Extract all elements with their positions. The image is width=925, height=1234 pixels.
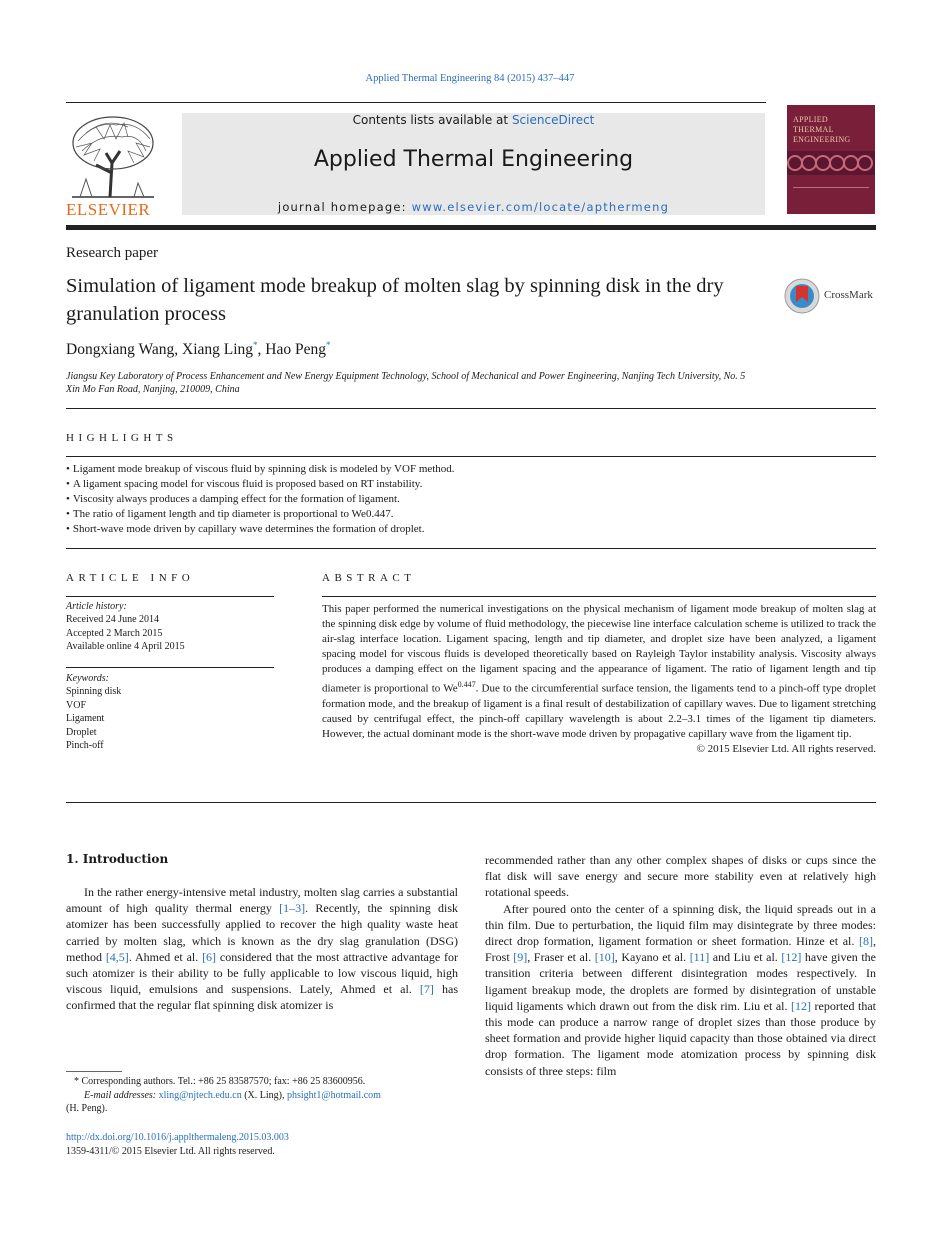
highlight-item: • Ligament mode breakup of viscous fluid by spinning disk is modeled by VOF method. <box>66 462 876 477</box>
citation-link[interactable]: [9] <box>513 950 528 965</box>
citation-link[interactable]: [1–3] <box>279 901 306 916</box>
cover-decorative-band <box>787 151 875 175</box>
keywords <box>66 672 274 752</box>
citation-link[interactable]: [12] <box>781 950 802 965</box>
rule <box>66 802 876 803</box>
cover-title-line: THERMAL <box>793 125 834 134</box>
crossmark-badge[interactable] <box>784 278 879 314</box>
abstract-exponent: 0.447 <box>457 680 476 689</box>
text-run: , Frost <box>485 934 876 965</box>
rule <box>322 596 876 597</box>
intro-paragraph <box>485 901 876 1079</box>
doi-link[interactable]: http://dx.doi.org/10.1016/j.applthermaleng.2015.03.003 <box>66 1132 289 1143</box>
citation-link[interactable]: [6] <box>202 949 217 964</box>
author-list <box>66 340 330 359</box>
text-run: . Recently, the spinning disk atomizer has been successfully applied to recover the high quality waste heat carried by molten slag, which is known as the dry slag granulation (DSG) method <box>66 901 459 964</box>
text-run: has confirmed that the regular flat spinning disk atomizer is <box>66 982 458 1013</box>
top-rule <box>66 102 766 103</box>
citation-link[interactable]: [10] <box>594 950 615 965</box>
history-received: Received 24 June 2014 <box>66 614 160 626</box>
introduction-heading: 1. Introduction <box>66 852 169 866</box>
rule <box>66 456 876 457</box>
citation-link[interactable]: [11] <box>689 950 710 965</box>
journal-cover-thumbnail[interactable] <box>787 105 875 214</box>
text-run: In the rather energy-intensive metal industry, molten slag carries a substantial amount of high quality thermal energy <box>66 885 458 916</box>
intro-paragraph <box>66 884 458 1014</box>
cover-title <box>793 115 851 145</box>
text-run: reported that this mode can produce a narrow range of droplet sizes than those produce by sheet formation and provide higher liquid capacity than those obtained via direct drop formation. The ligament mode atomization process by spinning disk consists of three steps: film <box>485 998 876 1078</box>
elsevier-wordmark: ELSEVIER <box>66 200 151 219</box>
corresponding-footnote <box>66 1075 458 1116</box>
email-owner: (H. Peng). <box>66 1103 108 1114</box>
keyword: VOF <box>66 699 87 711</box>
corresponding-author-mark[interactable]: * <box>325 340 331 350</box>
email-label: E-mail addresses: <box>84 1089 159 1101</box>
citation-link[interactable]: [7] <box>419 982 434 997</box>
author-name: , Hao Peng <box>257 341 326 359</box>
journal-title: Applied Thermal Engineering <box>313 147 634 172</box>
footnote-contact: * Corresponding authors. Tel.: +86 25 83587570; fax: +86 25 83600956. <box>74 1076 366 1087</box>
rule <box>66 667 274 668</box>
author-name: Dongxiang Wang, <box>66 341 182 359</box>
keyword: Ligament <box>66 713 105 725</box>
rule <box>66 408 876 409</box>
journal-reference[interactable]: Applied Thermal Engineering 84 (2015) 437–447 <box>365 73 575 84</box>
abstract-body: . Due to the circumferential surface tension, the ligaments tend to a pinch-off type droplet formation mode, and the breakup of ligament is a final result of destabilization of capillary waves. Due to ligament stretching caused by centrifugal effect, the pinch-off capillary wavelength is about 2.2–3.1 times of the ligament tip diameters. However, the actual dominant mode is the short-wave mode driven by propagative capillary wave from the ligament tip. <box>322 682 876 740</box>
article-type: Research paper <box>66 245 159 261</box>
history-label: Article history: <box>66 601 127 612</box>
abstract-body: This paper performed the numerical investigations on the physical mechanism of ligament mode breakup of molten slag at the spinning disk edge by volume of fluid methodology, the piecewise line interface calculation scheme is utilized to track the air-slag interface location. Ligament spacing, length and tip diameter, and droplet size have been analyzed, a ligament spacing model for viscous fluids is developed theoretically based on Rayleigh Taylor instability analysis. Viscosity always produces a damping effect on the ligament spacing and the appearance of ligament. The ratio of ligament length and tip diameter is proportional to We <box>322 603 877 695</box>
masthead-thick-rule <box>66 225 876 230</box>
abstract-heading: ABSTRACT <box>322 572 416 584</box>
email-link[interactable]: xling@njtech.edu.cn <box>158 1089 242 1101</box>
highlight-item: • The ratio of ligament length and tip diameter is proportional to We0.447. <box>66 507 876 522</box>
citation-link[interactable]: [4,5] <box>105 949 129 964</box>
journal-masthead <box>182 113 765 215</box>
abstract-copyright: © 2015 Elsevier Ltd. All rights reserved. <box>696 742 876 755</box>
intro-right-column <box>485 852 876 1079</box>
corresponding-author-mark[interactable]: * <box>253 340 258 350</box>
highlights-heading: HIGHLIGHTS <box>66 432 178 444</box>
keywords-label: Keywords: <box>66 673 109 684</box>
text-run: , Fraser et al. <box>527 950 595 965</box>
keyword: Spinning disk <box>66 686 122 698</box>
history-accepted: Accepted 2 March 2015 <box>66 627 163 639</box>
homepage-prefix: journal homepage: <box>277 200 412 214</box>
text-run: After poured onto the center of a spinning disk, the liquid spreads out in a thin film. Due to perturbation, the liquid film may disintegrate by three modes: direct drop formation, ligament formation or sheet formation. Hinze et al. <box>485 901 876 949</box>
email-link[interactable]: phsight1@hotmail.com <box>286 1089 381 1101</box>
text-run: . Ahmed et al. <box>128 949 203 964</box>
rule <box>66 548 876 549</box>
email-owner: (X. Ling), <box>241 1089 287 1101</box>
author-name: Xiang Ling <box>182 341 254 359</box>
affiliation: Jiangsu Key Laboratory of Process Enhancement and New Energy Equipment Technology, School of Mechanical and Power Engineering, Nanjing Tech University, No. 5 Xin Mo Fan Road, Nanjing, 210009, China <box>66 371 746 395</box>
keyword: Droplet <box>66 726 97 738</box>
article-info <box>66 600 274 654</box>
article-info-heading: ARTICLE INFO <box>66 572 195 584</box>
cover-footer <box>793 187 869 202</box>
text-run: and Liu et al. <box>709 950 782 965</box>
doi-block <box>66 1131 289 1158</box>
highlight-item: • A ligament spacing model for viscous fluid is proposed based on RT instability. <box>66 477 876 492</box>
text-run: , Kayano et al. <box>614 950 690 965</box>
text-run: have given the transition criteria between different disintegration modes respectively. In ligament breakup mode, the droplets are formed by disintegration of unstable liquid ligaments which drawn out from the disk rim. Liu et al. <box>485 950 876 1013</box>
article-title: Simulation of ligament mode breakup of molten slag by spinning disk in the dry granulation process <box>66 275 724 325</box>
text-run: considered that the most attractive advantage for such atomizer is their ability to be fully applicable to low viscous liquid, high viscous liquid, emulsions and suspensions. Lately, Ahmed et al. <box>66 949 458 997</box>
highlight-item: • Short-wave mode driven by capillary wave determines the formation of droplet. <box>66 522 876 537</box>
journal-homepage <box>182 200 765 214</box>
citation-link[interactable]: [8] <box>859 934 873 949</box>
history-online: Available online 4 April 2015 <box>66 641 185 653</box>
rule <box>66 596 274 597</box>
intro-paragraph: recommended rather than any other complex shapes of disks or cups since the flat disk will save energy and secure more stability even at relatively high rotational speeds. <box>485 853 876 900</box>
cover-title-line: APPLIED <box>793 115 828 124</box>
abstract-text <box>322 602 876 757</box>
footnote-emails <box>66 1089 458 1103</box>
sciencedirect-link[interactable]: ScienceDirect <box>511 113 595 127</box>
cover-title-line: ENGINEERING <box>793 135 851 144</box>
crossmark-label: CrossMark <box>824 289 873 301</box>
highlights-list <box>66 462 876 537</box>
issn-copyright: 1359-4311/© 2015 Elsevier Ltd. All rights reserved. <box>66 1145 275 1157</box>
contents-prefix: Contents lists available at <box>352 113 512 127</box>
intro-left-column <box>66 884 458 1014</box>
contents-line <box>182 113 765 127</box>
footnote-rule <box>66 1071 122 1072</box>
keyword: Pinch-off <box>66 740 104 752</box>
citation-link[interactable]: [12] <box>791 998 812 1013</box>
highlight-item: • Viscosity always produces a damping effect for the formation of ligament. <box>66 492 876 507</box>
homepage-link[interactable]: www.elsevier.com/locate/apthermeng <box>411 200 670 214</box>
crossmark-icon <box>784 278 820 314</box>
